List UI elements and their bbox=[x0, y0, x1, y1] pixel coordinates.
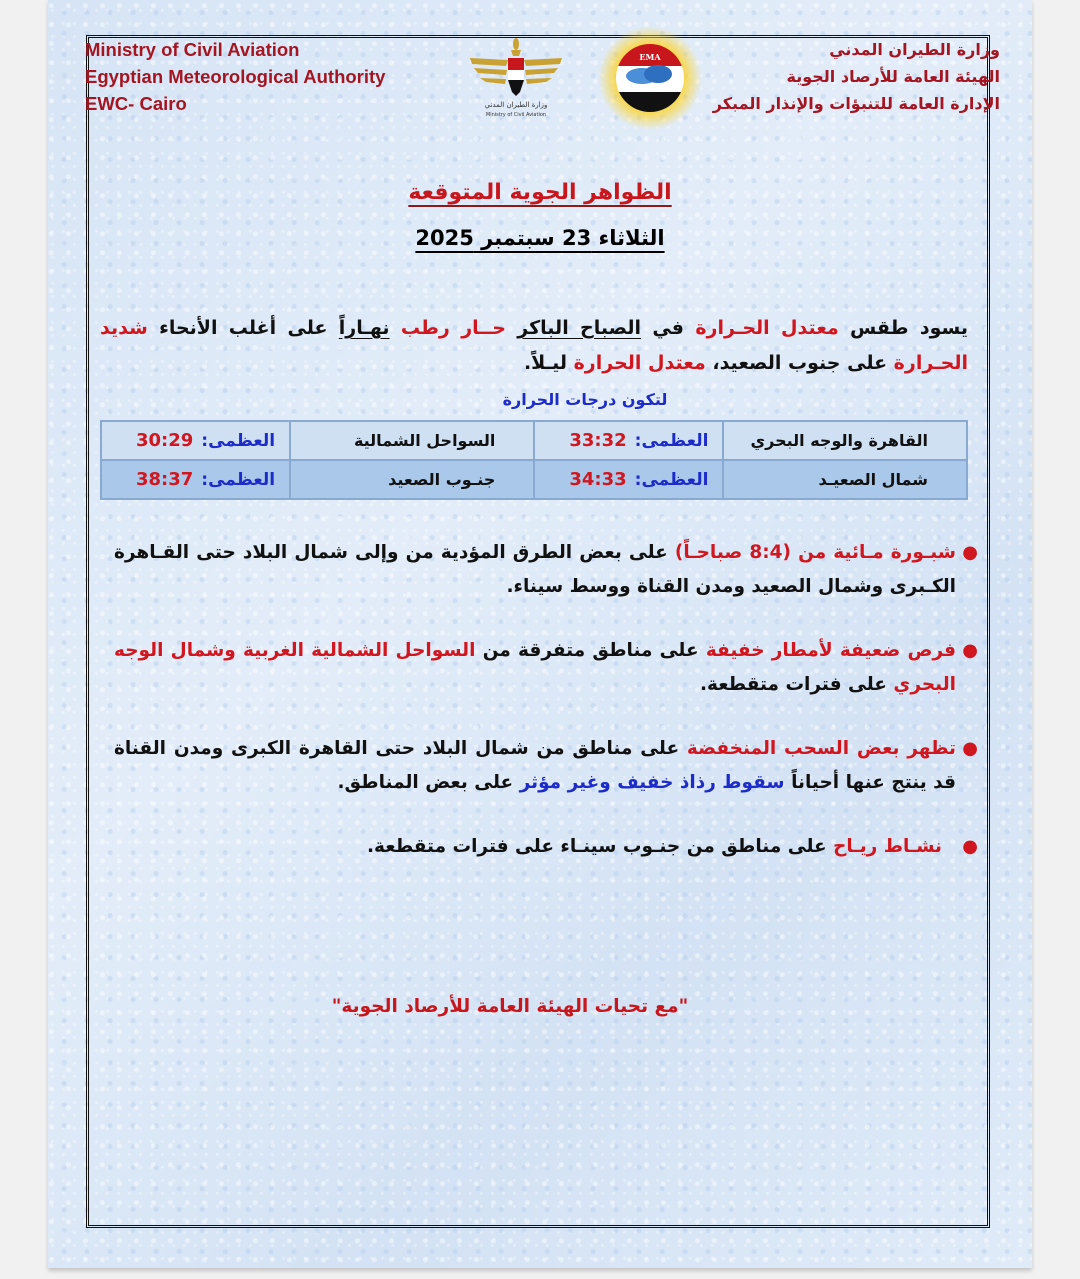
arabic-header bbox=[713, 36, 1000, 117]
region-name: السواحل الشمالية bbox=[290, 421, 534, 460]
table-row bbox=[101, 460, 967, 499]
document-title: الظواهر الجوية المتوقعة bbox=[408, 180, 672, 205]
phenomenon-highlight: نشـاط ريـاح bbox=[833, 836, 942, 857]
temperature-table bbox=[100, 420, 968, 500]
max-temp-cell bbox=[534, 421, 723, 460]
phenomena-list bbox=[114, 536, 976, 894]
summary-highlight: معتدل الحـرارة bbox=[695, 317, 839, 339]
summary-underlined: نهـاراً bbox=[338, 317, 390, 339]
region-name: القاهرة والوجه البحري bbox=[723, 421, 967, 460]
region-name: شمال الصعيـد bbox=[723, 460, 967, 499]
bullet-icon: ● bbox=[962, 640, 978, 661]
svg-text:EMA: EMA bbox=[639, 52, 661, 62]
max-temp-value: 34:33 bbox=[569, 469, 627, 490]
temperature-caption: لتكون درجات الحرارة bbox=[502, 390, 668, 409]
list-item bbox=[114, 732, 978, 800]
office-name-en: EWC- Cairo bbox=[85, 93, 187, 114]
phenomenon-text: على مناطق متفرقة من bbox=[475, 640, 706, 661]
summary-underlined: الصباح الباكر bbox=[517, 317, 641, 339]
phenomenon-highlight: فرص ضعيفة لأمطار خفيفة bbox=[705, 640, 956, 661]
phenomenon-blue-highlight: سقوط رذاذ خفيف وغير مؤثر bbox=[519, 772, 785, 793]
civil-aviation-logo-icon bbox=[464, 30, 568, 122]
list-item bbox=[114, 634, 978, 702]
svg-text:وزارة الطيران المدني: وزارة الطيران المدني bbox=[484, 101, 548, 109]
max-label: العظمى: bbox=[634, 431, 709, 451]
phenomenon-highlight: شبـورة مـائية من (8:4 صباحـاً) bbox=[674, 542, 957, 563]
summary-text: يسود طقس bbox=[838, 317, 968, 339]
ministry-name-en: Ministry of Civil Aviation bbox=[85, 39, 300, 60]
max-temp-value: 33:32 bbox=[569, 430, 627, 451]
english-header bbox=[85, 36, 385, 117]
summary-text: على جنوب الصعيد، bbox=[705, 352, 894, 374]
phenomenon-text: على مناطق من جنـوب سينـاء على فترات متقطعة. bbox=[367, 836, 834, 857]
summary-text: في bbox=[641, 317, 696, 339]
phenomenon-text: على فترات متقطعة. bbox=[699, 674, 894, 695]
region-name: جنـوب الصعيد bbox=[290, 460, 534, 499]
phenomenon-highlight: تظهر بعض السحب المنخفضة bbox=[686, 738, 956, 759]
max-label: العظمى: bbox=[201, 470, 276, 490]
list-item bbox=[114, 536, 978, 604]
bullet-icon: ● bbox=[962, 542, 978, 563]
summary-text: على أغلب الأنحاء bbox=[147, 317, 339, 339]
svg-text:Ministry of Civil Aviation: Ministry of Civil Aviation bbox=[485, 112, 547, 118]
phenomenon-text: على مناطق من شمال البلاد حتى القاهرة الكبرى ومدن القناة قد ينتج عنها أحياناً bbox=[114, 738, 956, 793]
summary-highlight: شديد الحـرارة bbox=[100, 317, 968, 374]
list-item bbox=[114, 830, 978, 864]
max-temp-cell bbox=[534, 460, 723, 499]
phenomenon-text: على بعض المناطق. bbox=[337, 772, 520, 793]
summary-text bbox=[506, 317, 517, 339]
phenomenon-text: على بعض الطرق المؤدية من وإلى شمال البلاد حتى القـاهرة الكـبرى وشمال الصعيد ومدن القناة ووسط سيناء. bbox=[114, 542, 956, 597]
ministry-name-ar: وزارة الطيران المدني bbox=[829, 40, 1000, 59]
document-page bbox=[48, 0, 1032, 1268]
phenomenon-highlight: السواحل الشمالية الغربية وشمال الوجه البحري bbox=[114, 640, 956, 695]
weather-summary bbox=[100, 311, 968, 381]
summary-highlight: حــار رطب bbox=[400, 317, 506, 339]
bullet-icon: ● bbox=[962, 738, 978, 759]
office-name-ar: الإدارة العامة للتنبؤات والإنذار المبكر bbox=[712, 94, 1000, 113]
max-label: العظمى: bbox=[634, 470, 709, 490]
closing-greeting: "مع تحيات الهيئة العامة للأرصاد الجوية" bbox=[331, 996, 689, 1017]
table-row bbox=[101, 421, 967, 460]
summary-text: ليـلاً. bbox=[523, 352, 574, 374]
forecast-date: الثلاثاء 23 سبتمبر 2025 bbox=[415, 226, 665, 250]
max-temp-value: 38:37 bbox=[136, 469, 194, 490]
summary-text bbox=[390, 317, 401, 339]
summary-highlight: معتدل الحرارة bbox=[573, 352, 706, 374]
max-temp-cell bbox=[101, 421, 290, 460]
ema-logo-icon bbox=[598, 26, 702, 130]
authority-name-ar: الهيئة العامة للأرصاد الجوية bbox=[786, 67, 1000, 86]
max-temp-value: 30:29 bbox=[136, 430, 194, 451]
bullet-icon: ● bbox=[962, 836, 978, 857]
max-label: العظمى: bbox=[201, 431, 276, 451]
max-temp-cell bbox=[101, 460, 290, 499]
authority-name-en: Egyptian Meteorological Authority bbox=[85, 66, 386, 87]
